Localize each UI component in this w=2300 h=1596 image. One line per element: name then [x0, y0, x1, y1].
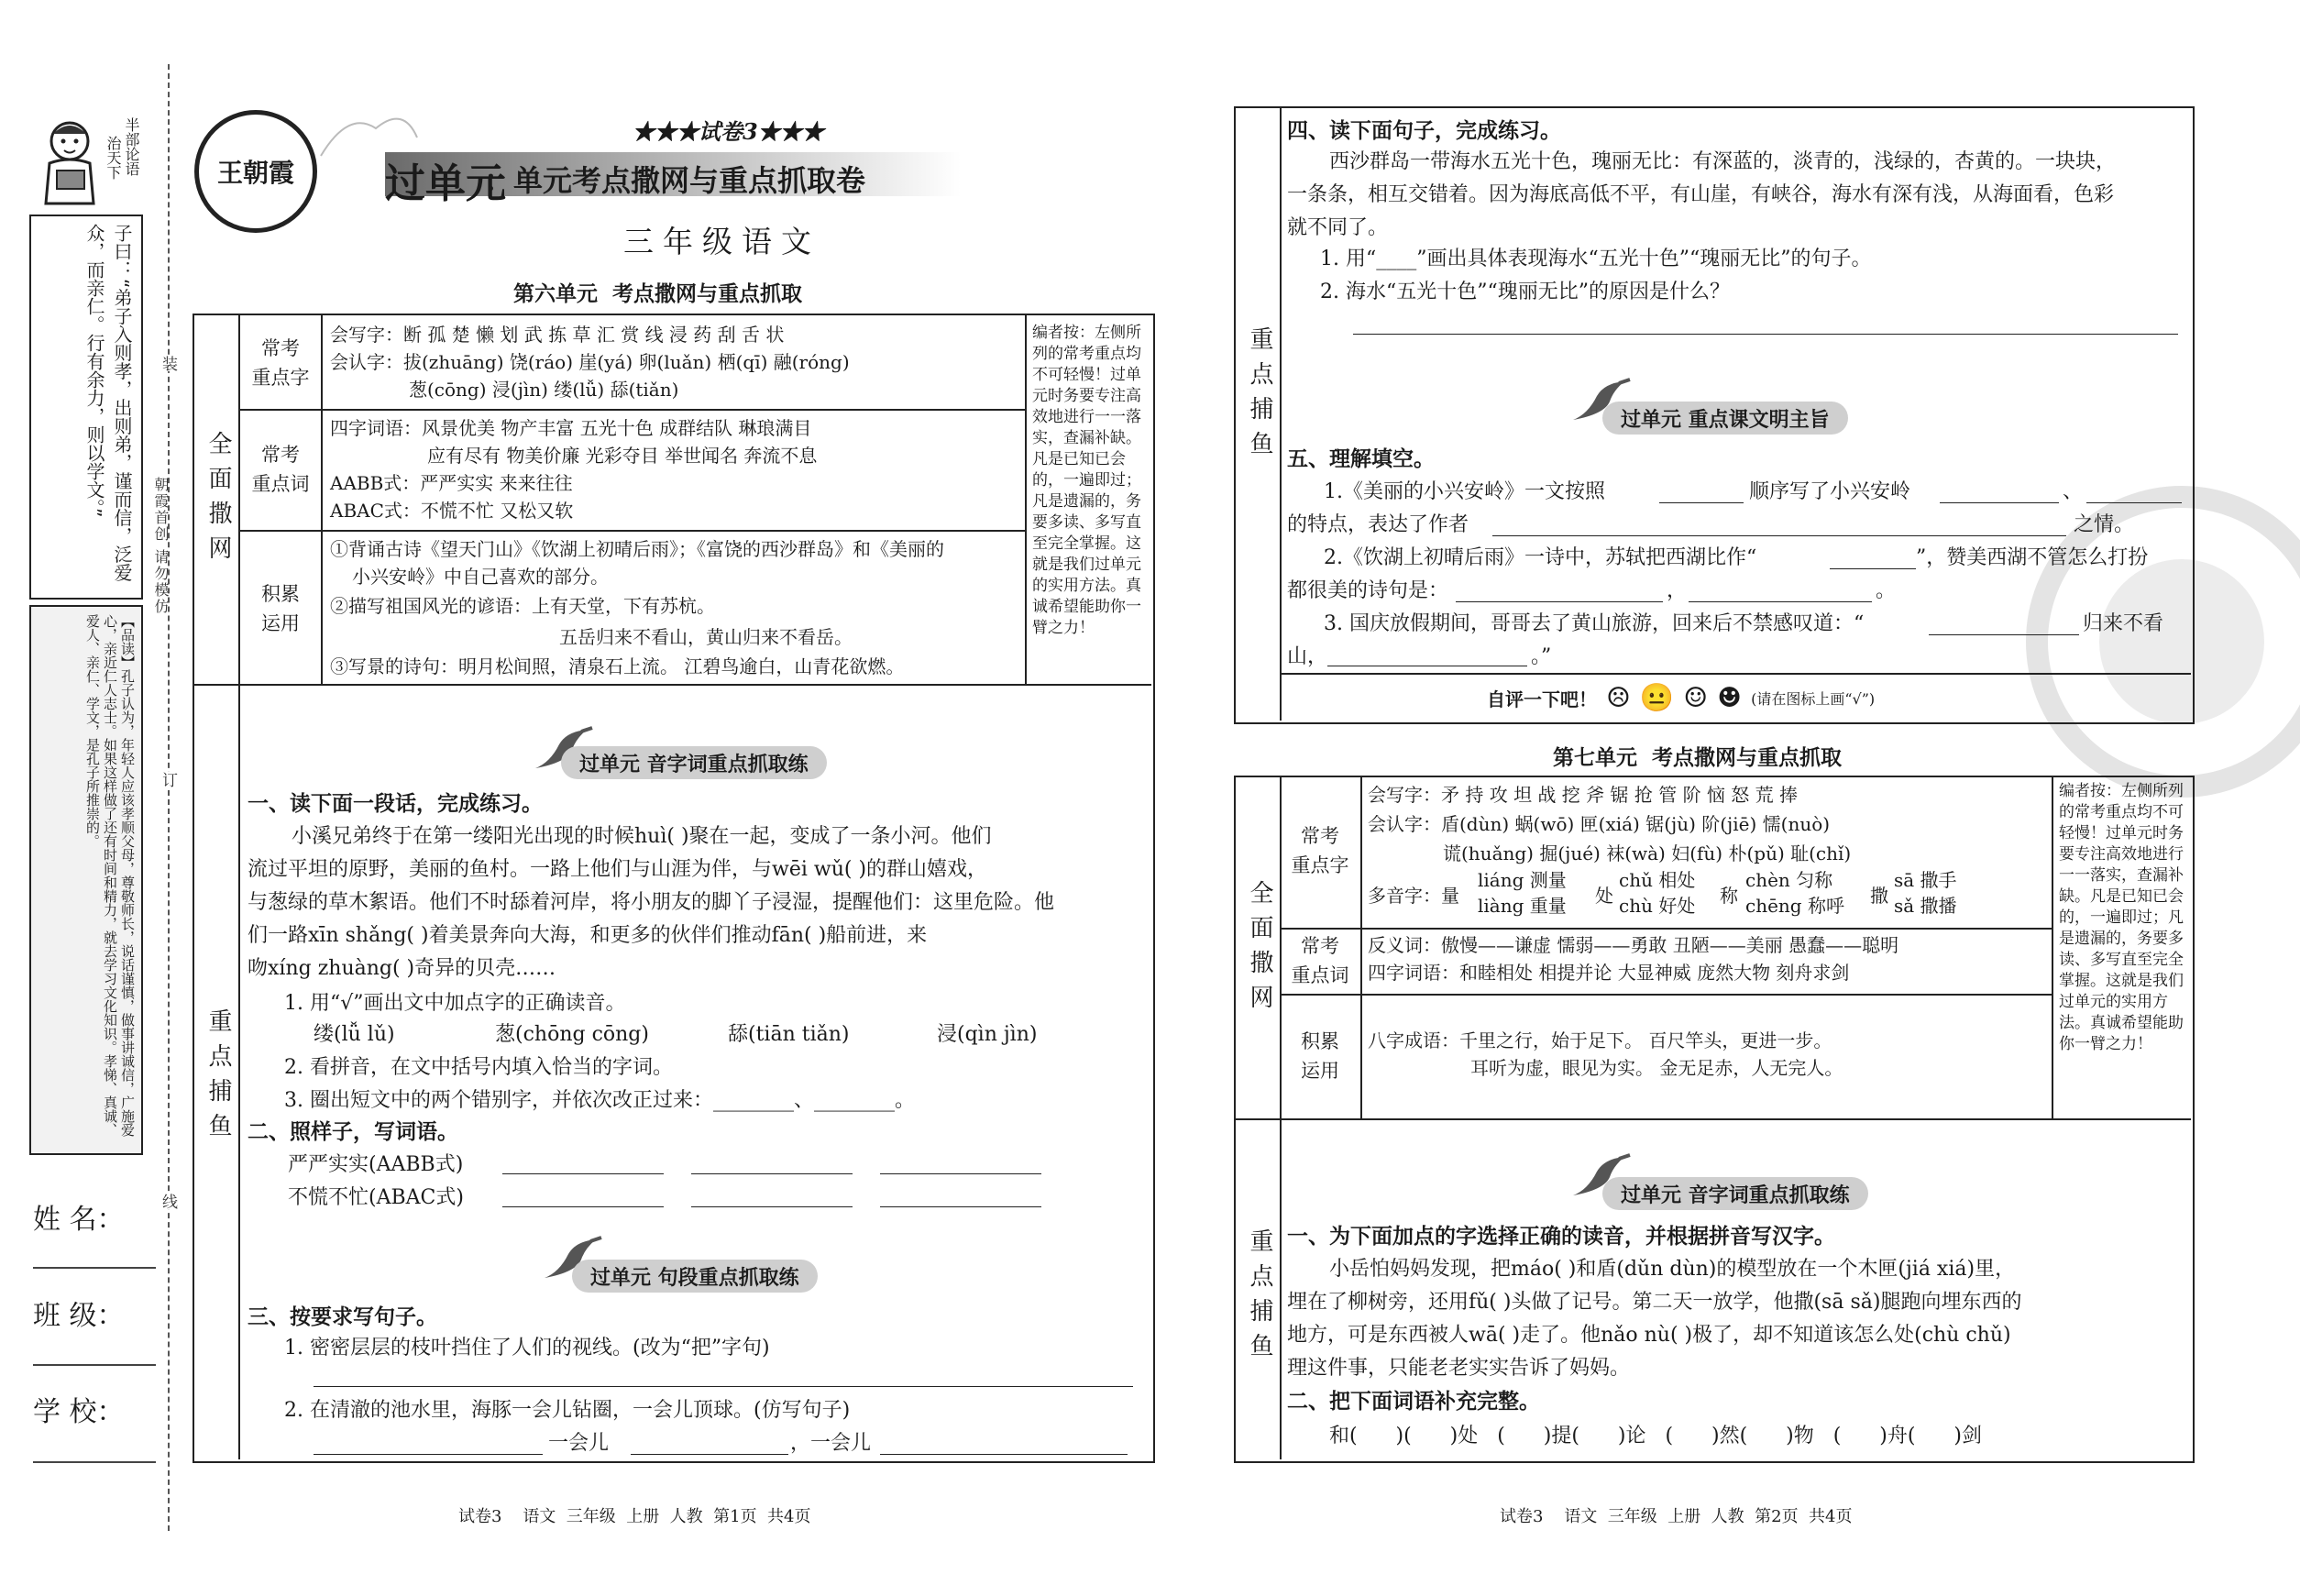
- sad-face-icon[interactable]: ☹: [1606, 681, 1631, 714]
- r-q4-line1: 西沙群岛一带海水五光十色，瑰丽无比：有深蓝的，淡青的，浅绿的，杏黄的。一块块，: [1329, 150, 2117, 173]
- u6-q3-blank2[interactable]: [314, 1454, 543, 1455]
- footer-right: 试卷3 语文 三年级 上册 人教 第2页 共4页: [1500, 1507, 1853, 1526]
- u6-q1-sub2: 2. 看拼音，在文中括号内填入恰当的字词。: [284, 1056, 673, 1079]
- u6-usage-line3: ②描写祖国风光的谚语：上有天堂，下有苏杭。: [330, 595, 715, 617]
- neutral-face-icon[interactable]: 😐: [1639, 681, 1675, 714]
- u6-words-line4: ABAC式：不慌不忙 又松又软: [330, 500, 574, 522]
- unit7-title: 第七单元 考点撒网与重点抓取: [1553, 746, 1843, 770]
- u7-chars-line3: 谎(huǎng) 掘(jué) 袜(wà) 妇(fù) 朴(pǔ) 耻(chǐ): [1443, 842, 1852, 864]
- r-q5-blank5[interactable]: [1830, 568, 1916, 569]
- school-label: 学 校：: [33, 1396, 125, 1428]
- motto-small-2: 治天下: [105, 136, 122, 180]
- r-q4-line3: 就不同了。: [1287, 216, 1389, 239]
- u6-q3-title-text: 三、按要求写句子。: [248, 1305, 437, 1329]
- u6-chars-line3: 葱(cōng) 浸(jìn) 缕(lǚ) 舔(tiǎn): [409, 379, 679, 401]
- r-q5-a: 1.《美丽的小兴安岭》一文按照: [1324, 480, 1605, 503]
- unit6-editor-note: 编者按：左侧所列的常考重点均不可轻慢！过单元时务要专注高效地进行一一落实，查漏补缺。凡是已知已会的，一遍即过；凡是遗漏的，务要多读、多写直至完全掌握。这就是我们过单元的实用方法。真诚希望能助你一臂之力！: [1032, 324, 1141, 637]
- unit7-row-label-words: 常考 重点词: [1291, 935, 1349, 986]
- u7-words-line1: 反义词：傲慢——谦虚 懦弱——勇敢 丑陋——美丽 愚蠢——聪明: [1368, 934, 1899, 956]
- u7-poly-2: 处: [1595, 885, 1613, 907]
- self-eval-label: 自评一下吧！: [1487, 688, 1597, 710]
- u6-q3-item1: 1. 密密层层的枝叶挡住了人们的视线。(改为“把”字句): [284, 1337, 770, 1359]
- u6-q3-blank1[interactable]: [314, 1386, 1133, 1387]
- r-q5-c: 、: [2063, 480, 2084, 503]
- happy-face-icon[interactable]: ☻: [1717, 681, 1743, 714]
- u7-q1-line3: 地方，可是东西被人wā( )走了。他nǎo nù( )极了，却不知道该怎么处(chù chǔ): [1287, 1324, 2011, 1347]
- u7-q1-line2: 埋在了柳树旁，还用fǔ( )头做了记号。第二天一放学，他撒(sā sǎ)腿跑向埋东西的: [1287, 1291, 2022, 1314]
- u6-q1-line3: 与葱绿的草木絮语。他们不时舔着河岸，将小朋友的脚丫子浸湿，提醒他们：这里危险。他: [248, 891, 1055, 914]
- u6-q3-once1: 一会儿: [548, 1432, 610, 1455]
- u6-q3-once2: ，一会儿: [790, 1432, 872, 1455]
- u6-q2-blank6[interactable]: [880, 1206, 1041, 1207]
- commentary-text: 【品读】孔子认为，年轻人应该孝顺父母，尊敬师长，说话谨慎，做事讲诚信，广施爱心，亲近仁人志士。如果这样做了还有时间和精力，就去学习文化知识。孝悌、真诚、爱人、亲仁、学文，是孔子所推崇的。: [84, 614, 136, 1137]
- subject-title: 三年级语文: [623, 224, 820, 259]
- r-q5-h: 都很美的诗句是：: [1287, 579, 1449, 602]
- name-label: 姓 名：: [33, 1204, 125, 1236]
- u7-poly-label: 多音字：量: [1368, 885, 1459, 907]
- u7-chars-line1: 会写字：矛 持 攻 坦 战 挖 斧 锯 抢 管 阶 恼 怒 荒 捧: [1368, 784, 1799, 806]
- u7-poly-3a: chèn 匀称: [1745, 869, 1833, 891]
- u7-poly-4b: sǎ 撒播: [1894, 895, 1957, 917]
- u6-q1-line1: 小溪兄弟终于在第一缕阳光出现的时候huì( )聚在一起，变成了一条小河。他们: [292, 825, 992, 848]
- margin-strip: [29, 108, 147, 1162]
- u7-poly-3: 称: [1720, 885, 1738, 907]
- r-q5-blank8[interactable]: [1929, 634, 2079, 635]
- u6-words-line2: 应有尽有 物美价廉 光彩夺目 举世闻名 奔流不息: [427, 445, 818, 467]
- r-q5-f: 2.《饮湖上初晴后雨》一诗中，苏轼把西湖比作“: [1324, 546, 1757, 569]
- u6-usage-line4: 五岳归来不看山，黄山归来不看岳。: [559, 626, 853, 648]
- u6-q1-line4: 们一路xīn shǎng( )着美景奔向大海，和更多的伙伴们推动fān( )船前进，来: [248, 924, 928, 947]
- confucius-quote: 子曰：“弟子入则孝，出则弟，谨而信，泛爱众，而亲仁。行有余力，则以学文。”: [83, 224, 133, 582]
- self-eval-row: [1487, 680, 1875, 715]
- u6-q2-blank4[interactable]: [502, 1206, 664, 1207]
- u7-q1-title-text: 一、为下面加点的字选择正确的读音，并根据拼音写汉字。: [1287, 1225, 1835, 1249]
- u7-poly-2a: chǔ 相处: [1619, 869, 1696, 891]
- r-q5-blank1[interactable]: [1659, 502, 1744, 503]
- footer-left: 试卷3 语文 三年级 上册 人教 第1页 共4页: [458, 1507, 811, 1526]
- r-q5-title: [1287, 442, 1435, 478]
- unit6-row-label-usage: 积累 运用: [261, 583, 300, 634]
- r-q5-n: 。”: [1531, 645, 1552, 668]
- r-q4-answer-line[interactable]: [1353, 334, 2178, 335]
- u6-q2-row2: 不慌不忙(ABAC式): [288, 1186, 464, 1209]
- u6-q2-blank5[interactable]: [691, 1206, 853, 1207]
- badge-unit7-words: 过单元 音字词重点抓取练: [1602, 1177, 1868, 1210]
- u7-q1-line1: 小岳怕妈妈发现，把máo( )和盾(dǔn dùn)的模型放在一个木匣(jiá xiá)里，: [1329, 1258, 2016, 1281]
- u7-chars-line2: 会认字：盾(dùn) 蜗(wō) 匣(xiá) 锯(jù) 阶(jiē) 懦(nuò): [1368, 813, 1831, 835]
- u6-q1-opt2[interactable]: 葱(chōng cōng): [495, 1023, 649, 1046]
- u7-usage-line1: 八字成语：千里之行，始于足下。 百尺竿头，更进一步。: [1368, 1029, 1832, 1051]
- u6-q1-opt4[interactable]: 浸(qìn jìn): [937, 1023, 1038, 1046]
- u7-poly-2b: chù 好处: [1619, 895, 1696, 917]
- unit6-row-label-chars: 常考 重点字: [251, 337, 310, 389]
- cut-label-3: 线: [158, 1194, 180, 1209]
- r-q5-blank3[interactable]: [2086, 502, 2182, 503]
- u7-words-line2: 四字词语：和睦相处 相提并论 大显神威 庞然大物 刻舟求剑: [1368, 962, 1850, 984]
- vertical-note: 朝霞首创 请勿模仿: [152, 477, 170, 616]
- unit7-row-label-usage: 积累 运用: [1301, 1030, 1339, 1082]
- u7-q1-line4: 理这件事，只能老老实实告诉了妈妈。: [1287, 1357, 1631, 1380]
- u6-q1-opt1[interactable]: 缕(lǚ lǔ): [314, 1023, 395, 1046]
- u6-q2-title: [248, 1115, 458, 1150]
- u7-poly-1a: liáng 测量: [1478, 869, 1567, 891]
- unit7-exercise-label: 重点捕鱼: [1246, 1228, 1273, 1368]
- r-q5-i: ，: [1667, 579, 1688, 602]
- r-q4-sub2: 2. 海水“五光十色”“瑰丽无比”的原因是什么？: [1320, 281, 1730, 303]
- unit7-editor-note: 编者按：左侧所列的常考重点均不可轻慢！过单元时务要专注高效地进行一一落实，查漏补缺。凡是已知已会的，一遍即过；凡是遗漏的，务要多读、多写直至完全掌握。这就是我们过单元的实用方法。真诚希望能助你一臂之力！: [2059, 782, 2184, 1053]
- smile-face-icon[interactable]: ☺: [1683, 681, 1709, 714]
- r-q5-m: 山，: [1287, 645, 1328, 668]
- unit6-section-label: 全面撒网: [204, 431, 232, 570]
- u7-q1-title: [1287, 1219, 1835, 1255]
- r-q5-j: 。: [1876, 579, 1897, 602]
- logo-text: 王朝霞: [216, 158, 294, 188]
- title-rest: ：单元考点撒网与重点抓取卷: [484, 163, 866, 198]
- u6-chars-line1: 会写字：断 孤 楚 懒 划 武 拣 草 汇 赏 线 浸 药 刮 舌 状: [330, 324, 785, 346]
- r-q5-g: ”，赞美西湖不管怎么打扮: [1916, 546, 2149, 569]
- badge-unit6-words: 过单元 音字词重点抓取练: [561, 746, 827, 779]
- u6-usage-line5: ③写景的诗句：明月松间照，清泉石上流。 江碧鸟逾白，山青花欲燃。: [330, 655, 905, 677]
- r-q5-l: 归来不看: [2083, 612, 2164, 635]
- unit6-exercise-label: 重点捕鱼: [204, 1008, 232, 1148]
- u7-q2-title: [1287, 1384, 1540, 1420]
- motto-small-1: 半部论语: [123, 117, 140, 176]
- u6-q1-title: [248, 787, 543, 822]
- u6-q2-row1: 严严实实(AABB式): [288, 1153, 464, 1176]
- class-field[interactable]: [33, 1364, 156, 1366]
- u6-words-line1: 四字词语：风景优美 物产丰富 五光十色 成群结队 琳琅满目: [330, 417, 812, 439]
- unit6-row-label-words: 常考 重点词: [251, 444, 310, 495]
- name-field[interactable]: [33, 1267, 156, 1269]
- class-label: 班 级：: [33, 1300, 125, 1332]
- u7-poly-4: 撒: [1870, 885, 1888, 907]
- u6-q2-blank3[interactable]: [880, 1173, 1041, 1174]
- u6-q1-line5: 吻xíng zhuàng( )奇异的贝壳……: [248, 957, 556, 980]
- r-q5-e: 之情。: [2074, 513, 2135, 536]
- self-eval-hint: (请在图标上画“√”): [1751, 689, 1876, 708]
- u6-q3-item2: 2. 在清澈的池水里，海豚一会儿钻圈，一会儿顶球。(仿写句子): [284, 1399, 851, 1422]
- u7-q2-title-text: 二、把下面词语补充完整。: [1287, 1390, 1540, 1414]
- u6-q1-title-text: 一、读下面一段话，完成练习。: [248, 792, 543, 816]
- r-q5-d: 的特点，表达了作者: [1287, 513, 1469, 536]
- u6-q1-opt3[interactable]: 舔(tiān tiǎn): [728, 1023, 850, 1046]
- u6-q2-blank1[interactable]: [502, 1173, 664, 1174]
- cut-label-2: 订: [158, 772, 180, 787]
- paper-number: ★★★试卷3★★★: [633, 118, 824, 145]
- unit6-title: 第六单元 考点撒网与重点抓取: [513, 282, 803, 306]
- u6-usage-line1: ①背诵古诗《望天门山》《饮湖上初晴后雨》；《富饶的西沙群岛》和《美丽的: [330, 538, 944, 560]
- u6-q1-sub3: 3. 圈出短文中的两个错别字，并依次改正过来：________、________。: [284, 1089, 915, 1112]
- u6-words-line3: AABB式：严严实实 来来往往: [330, 472, 573, 494]
- r-q4-sub1: 1. 用“____”画出具体表现海水“五光十色”“瑰丽无比”的句子。: [1320, 248, 1872, 270]
- unit7-section-label: 全面撒网: [1246, 880, 1273, 1019]
- u7-poly-3b: chēng 称呼: [1745, 895, 1844, 917]
- u6-q1-sub1: 1. 用“√”画出文中加点字的正确读音。: [284, 992, 626, 1015]
- unit7-row-label-chars: 常考 重点字: [1291, 825, 1349, 876]
- u6-q1-line2: 流过平坦的原野，美丽的鱼村。一路上他们与山涯为伴，与wēi wǔ( )的群山嬉戏，: [248, 858, 988, 881]
- quote-box: [29, 215, 143, 600]
- publisher-logo: [194, 110, 317, 233]
- badge-unit6-sentences: 过单元 句段重点抓取练: [572, 1260, 818, 1293]
- school-field[interactable]: [33, 1461, 156, 1463]
- right-top-section-label: 重点捕鱼: [1246, 326, 1273, 466]
- title-big: 过单元: [385, 160, 506, 207]
- u6-q3-blank4[interactable]: [880, 1454, 1128, 1455]
- r-q4-title-text: 四、读下面句子，完成练习。: [1287, 119, 1561, 143]
- r-q5-blank6[interactable]: [1456, 601, 1663, 602]
- r-q5-k: 3. 国庆放假期间，哥哥去了黄山旅游，回来后不禁感叹道：“: [1324, 612, 1865, 635]
- u6-q2-blank2[interactable]: [691, 1173, 853, 1174]
- r-q5-title-text: 五、理解填空。: [1287, 447, 1435, 471]
- r-q5-blank4[interactable]: [1492, 535, 2066, 536]
- r-q5-blank7[interactable]: [1689, 601, 1872, 602]
- commentary-box: [29, 605, 143, 1155]
- u7-poly-4a: sā 撒手: [1894, 869, 1957, 891]
- u6-usage-line2: 小兴安岭》中自己喜欢的部分。: [352, 566, 609, 588]
- reading-boy-illustration: [35, 116, 108, 207]
- u6-q2-title-text: 二、照样子，写词语。: [248, 1120, 458, 1144]
- badge-key-texts: 过单元 重点课文明主旨: [1602, 402, 1848, 435]
- binding-dashed-line: [168, 64, 170, 1531]
- r-q5-blank2[interactable]: [1940, 502, 2059, 503]
- u7-poly-1b: liàng 重量: [1478, 895, 1567, 917]
- u6-chars-line2: 会认字：拔(zhuāng) 饶(ráo) 崖(yá) 卵(luǎn) 栖(qī) 融(róng): [330, 351, 850, 373]
- u6-q3-blank3[interactable]: [631, 1454, 788, 1455]
- r-q5-b: 顺序写了小兴安岭: [1749, 480, 1911, 503]
- r-q4-line2: 一条条，相互交错着。因为海底高低不平，有山崖，有峡谷，海水有深有浅，从海面看，色彩: [1287, 183, 2115, 206]
- u7-usage-line2: 耳听为虚，眼见为实。 金无足赤，人无完人。: [1470, 1057, 1843, 1079]
- u7-q2-line[interactable]: 和( )( )处 ( )提( )论 ( )然( )物 ( )舟( )剑: [1329, 1425, 1982, 1447]
- cut-label-1: 装: [158, 356, 180, 371]
